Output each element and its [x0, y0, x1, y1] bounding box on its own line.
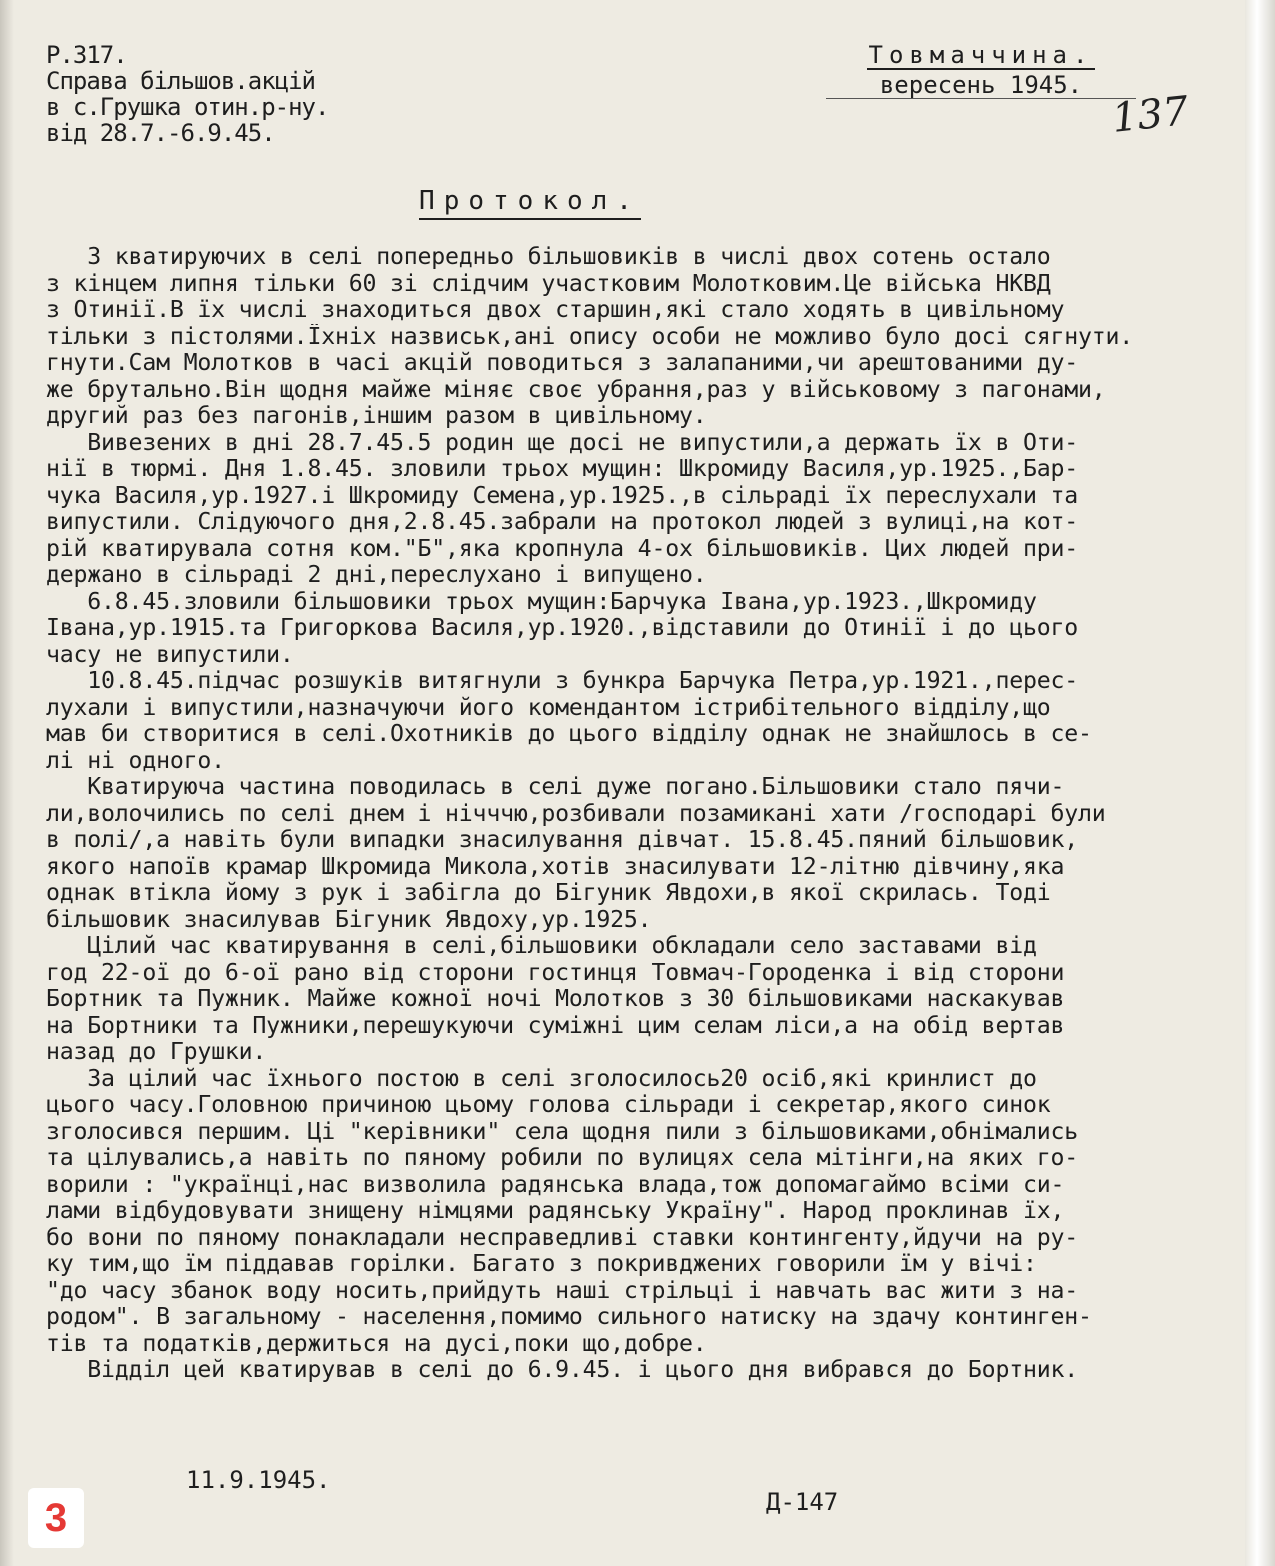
body-line: цього часу.Головною причиною цьому голова сільради і секретар,якого синок: [46, 1092, 1051, 1118]
body-line: Бортник та Пужник. Майже кожної ночі Молотков з 30 більшовиками наскакував: [46, 986, 1065, 1012]
document-title-text: Протокол.: [419, 186, 641, 220]
body-line: родом". В загальному - населення,помимо сильного натиску на здачу континген-: [46, 1304, 1092, 1330]
body-line: в полі/,а навіть були випадки знасилування дівчат. 15.8.45.пяний більшовик,: [46, 827, 1079, 853]
document-title: [360, 186, 700, 216]
footer-date: 11.9.1945.: [186, 1466, 331, 1494]
body-line: гнути.Сам Молотков в часі акцій поводиться з залапаними,чи арештованими ду-: [46, 350, 1079, 376]
body-line: нії в тюрмі. Дня 1.8.45. зловили трьох мущин: Шкромиду Василя,ур.1925.,Бар-: [46, 456, 1079, 482]
body-line: назад до Грушки.: [46, 1039, 267, 1065]
body-line: же брутально.Він щодня майже міняє своє убрання,раз у військовому з пагонами,: [46, 376, 1106, 403]
page-left-edge: [0, 0, 14, 1566]
header-right-block: [826, 42, 1136, 99]
body-line: "до часу збанок воду носить,прийдуть наші стрільці і навчать вас жити з на-: [46, 1277, 1079, 1304]
header-left-line: в с.Грушка отин.р-ну.: [46, 93, 329, 121]
body-line: держано в сільраді 2 дні,переслухано і випущено.: [46, 562, 707, 588]
body-line: більшовик знасилував Бігуник Явдоху,ур.1925.: [46, 906, 652, 933]
body-line: мав би створитися в селі.Охотників до цього відділу однак не знайшлось в се-: [46, 721, 1092, 747]
body-line: часу не випустили.: [46, 641, 294, 668]
body-line: якого напоїв крамар Шкромида Микола,хотів знасилувати 12-літню дівчину,яка: [46, 853, 1065, 880]
header-left-line: від 28.7.-6.9.45.: [46, 119, 275, 147]
body-line: рій кватирувала сотня ком."Б",яка кропнула 4-ох більшовиків. Цих людей при-: [46, 535, 1079, 562]
body-line: Кватируюча частина поводилась в селі дуже погано.Більшовики стало пячи-: [46, 774, 1065, 800]
body-line: Івана,ур.1915.та Григоркова Василя,ур.1920.,відставили до Отинії і до цього: [46, 615, 1079, 641]
body-line: випустили. Слідуючого дня,2.8.45.забрали на протокол людей з вулиці,на кот-: [46, 509, 1079, 535]
body-line: з кінцем липня тільки 60 зі слідчим участковим Молотковим.Це війська НКВД: [46, 270, 1051, 297]
body-line: чука Василя,ур.1927.і Шкромиду Семена,ур.1925.,в сільраді їх переслухали та: [46, 482, 1079, 509]
body-line: з Отинії.В їх числі знаходиться двох старшин,які стало ходять в цивільному: [46, 297, 1065, 323]
body-line: ку тим,що їм піддавав горілки. Багато з покривджених говорили їм у вічі:: [46, 1251, 1037, 1277]
body-line: Цілий час кватирування в селі,більшовики обкладали село заставами від: [46, 933, 1037, 959]
place-name: Товмаччина.: [868, 41, 1094, 69]
body-line: однак втікла йому з рук і забігла до Бігуник Явдохи,в якої скрилась. Тоді: [46, 880, 1051, 906]
body-line: лами відбудовувати знищену німцями радянську Україну". Народ проклинав їх,: [46, 1198, 1065, 1224]
body-line: лі ні одного.: [46, 747, 225, 774]
page-right-edge: [1245, 0, 1275, 1566]
archive-number-handwritten: 137: [1109, 88, 1191, 142]
body-line: зголосився першим. Ці "керівники" села щодня пили з більшовиками,обнімались: [46, 1118, 1079, 1145]
header-left-block: [46, 42, 328, 146]
body-line: 6.8.45.зловили більшовики трьох мущин:Барчука Івана,ур.1923.,Шкромиду: [46, 588, 1037, 615]
body-line: За цілий час їхнього постою в селі зголосилось20 осіб,які кринлист до: [46, 1065, 1037, 1092]
header-left-line: Р.317.: [46, 41, 127, 69]
body-line: тів та податків,держиться на дусі,поки що,добре.: [46, 1330, 707, 1357]
body-line: год 22-ої до 6-ої рано від сторони гостинця Товмач-Городенка і від сторони: [46, 959, 1065, 986]
body-line: на Бортники та Пужники,перешукуючи суміжні цим селам ліси,а на обід вертав: [46, 1012, 1065, 1039]
body-line: Відділ цей кватирував в селі до 6.9.45. і цього дня вибрався до Бортник.: [46, 1357, 1079, 1383]
document-body: [46, 244, 1216, 1384]
body-line: та цілувались,а навіть по пяному робили по вулицях села мітінги,на яких го-: [46, 1145, 1079, 1171]
body-line: ворили : "українці,нас визволила радянська влада,тож допомагаймо всіми си-: [46, 1171, 1065, 1198]
body-line: лухали і випустили,назначуючи його комендантом істрибітельного відділу,що: [46, 694, 1051, 721]
body-line: бо вони по пяному понакладали несправедливі ставки контингенту,йдучи на ру-: [46, 1224, 1079, 1251]
header-date: вересень 1945.: [826, 72, 1136, 99]
body-line: З кватируючих в селі попередньо більшовиків в числі двох сотень остало: [46, 244, 1051, 270]
body-line: другий раз без пагонів,іншим разом в цивільному.: [46, 403, 707, 429]
header-left-line: Справа більшов.акцій: [46, 67, 315, 95]
page-number-badge: 3: [28, 1488, 84, 1548]
document-id: Д-147: [766, 1488, 839, 1516]
body-line: ли,волочились по селі днем і нічччю,розбивали позамикані хати /господарі були: [46, 800, 1106, 827]
body-line: Вивезених в дні 28.7.45.5 родин ще досі не випустили,а держать їх в Оти-: [46, 429, 1079, 456]
body-line: 10.8.45.підчас розшуків витягнули з бункра Барчука Петра,ур.1921.,перес-: [46, 668, 1079, 694]
body-line: тільки з пістолями.Їхніх назвиськ,ані опису особи не можливо було досі сягнути.: [46, 323, 1134, 350]
